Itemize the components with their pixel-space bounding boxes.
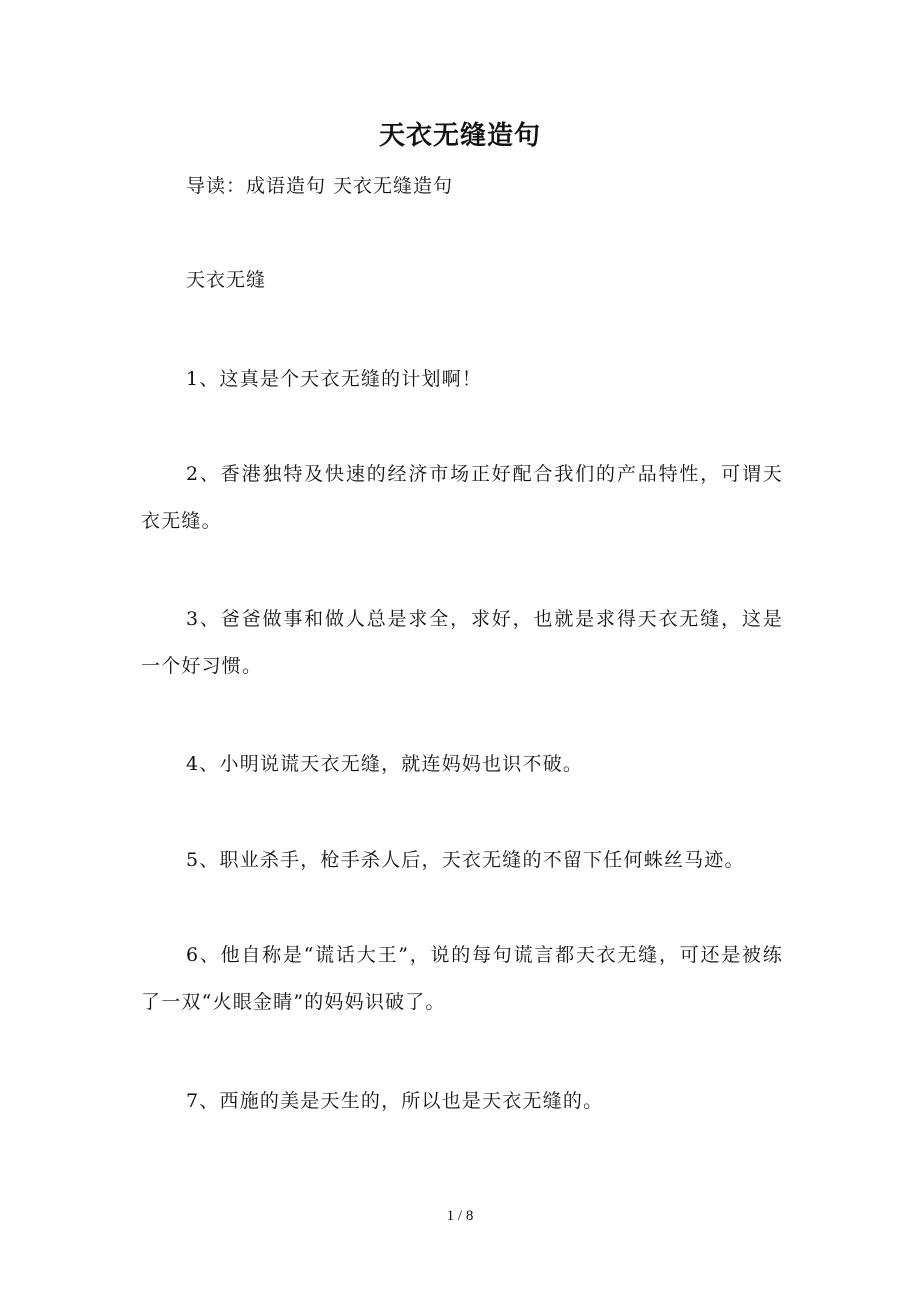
sentence-item: 3、爸爸做事和做人总是求全，求好，也就是求得天衣无缝，这是一个好习惯。	[141, 608, 783, 677]
lead-text: 导读：成语造句 天衣无缝造句	[186, 175, 454, 197]
sentence-item: 2、香港独特及快速的经济市场正好配合我们的产品特性，可谓天衣无缝。	[141, 463, 783, 532]
sentence-item: 7、西施的美是天生的，所以也是天衣无缝的。	[186, 1090, 604, 1112]
sentence-item: 5、职业杀手，枪手杀人后，天衣无缝的不留下任何蛛丝马迹。	[186, 849, 745, 871]
section-heading: 天衣无缝	[186, 269, 267, 291]
page-number: 1 / 8	[446, 1208, 474, 1224]
sentence-item: 6、他自称是“谎话大王”，说的每句谎言都天衣无缝，可还是被练了一双“火眼金睛”的妈妈识破了。	[141, 944, 783, 1013]
sentence-item: 1、这真是个天衣无缝的计划啊！	[186, 368, 483, 390]
sentence-item: 4、小明说谎天衣无缝，就连妈妈也识不破。	[186, 753, 584, 775]
document-title: 天衣无缝造句	[378, 121, 541, 151]
